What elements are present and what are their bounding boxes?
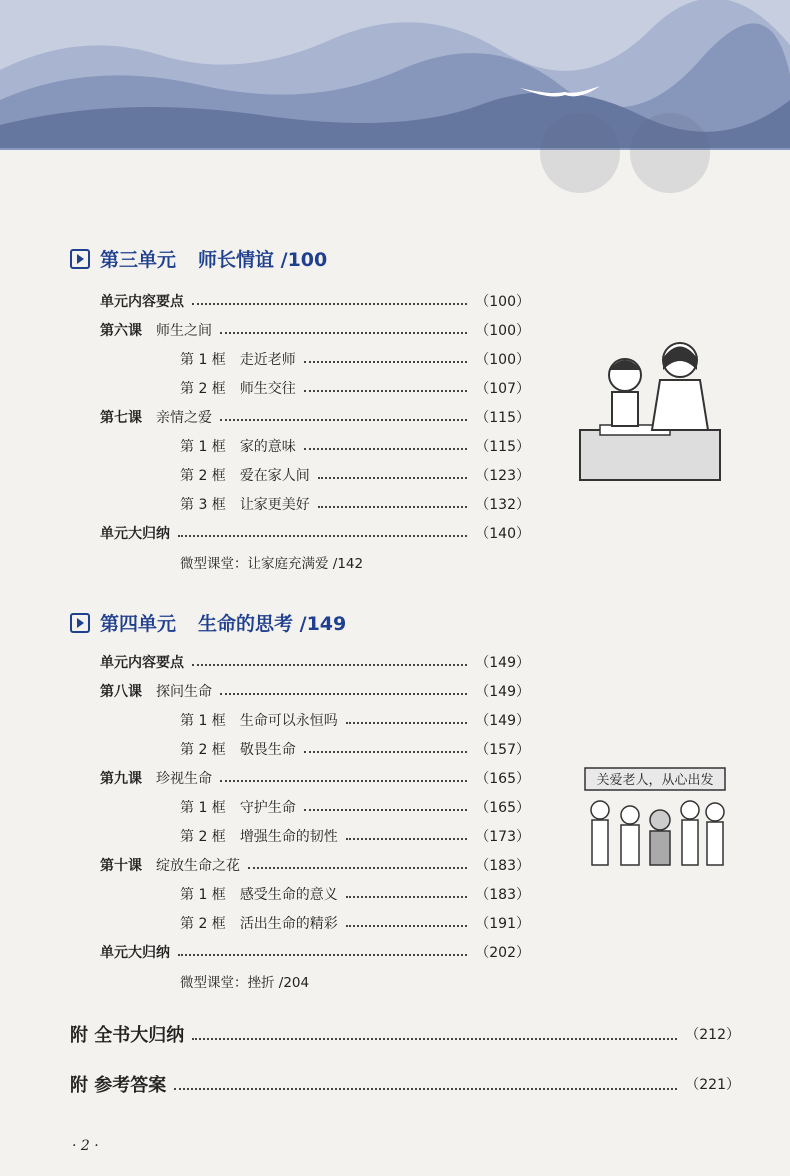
toc-row-lesson9-frame2[interactable]: 第 2 框 增强生命的韧性 （173） xyxy=(180,829,530,845)
unit4-heading[interactable] xyxy=(70,609,346,636)
teacher-student-illustration xyxy=(570,330,730,494)
unit3-heading[interactable] xyxy=(70,245,327,272)
toc-row-lesson8[interactable]: 第八课 探问生命 （149） xyxy=(100,684,530,700)
toc-row-unit4-points[interactable]: 单元内容要点 （149） xyxy=(100,655,530,671)
toc-row-unit4-summary[interactable]: 单元大归纳 （202） xyxy=(100,945,530,961)
arrow-icon xyxy=(70,249,90,269)
toc-row-lesson10-frame1[interactable]: 第 1 框 感受生命的意义 （183） xyxy=(180,887,530,903)
appendix-answers-row[interactable] xyxy=(70,1071,740,1097)
appendix-answers-page: （221） xyxy=(685,1077,740,1093)
toc-row-lesson7-frame3[interactable]: 第 3 框 让家更美好 （132） xyxy=(180,497,530,513)
unit3-micro-class[interactable]: 微型课堂：让家庭充满爱 /142 xyxy=(180,556,364,572)
appendix-summary-label: 附 全书大归纳 xyxy=(70,1025,185,1046)
toc-row-lesson10-frame2[interactable]: 第 2 框 活出生命的精彩 （191） xyxy=(180,916,530,932)
toc-row-lesson7-frame2[interactable]: 第 2 框 爱在家人间 （123） xyxy=(180,468,530,484)
appendix-answers-label: 附 参考答案 xyxy=(70,1075,167,1096)
appendix-summary-row[interactable] xyxy=(70,1021,740,1047)
toc-row-lesson6-frame2[interactable]: 第 2 框 师生交往 （107） xyxy=(180,381,530,397)
toc-row-lesson9-frame1[interactable]: 第 1 框 守护生命 （165） xyxy=(180,800,530,816)
background-watermark xyxy=(520,108,720,202)
toc-row-lesson9[interactable]: 第九课 珍视生命 （165） xyxy=(100,771,530,787)
unit3-name: 师长情谊 /100 xyxy=(198,249,328,271)
elderly-care-illustration xyxy=(575,760,735,884)
unit4-name: 生命的思考 /149 xyxy=(198,613,347,635)
toc-row-lesson7-frame1[interactable]: 第 1 框 家的意味 （115） xyxy=(180,439,530,455)
page-number: · 2 · xyxy=(72,1138,99,1154)
toc-row-unit3-points[interactable]: 单元内容要点 （100） xyxy=(100,294,530,310)
toc-row-unit3-summary[interactable]: 单元大归纳 （140） xyxy=(100,526,530,542)
toc-row-lesson10[interactable]: 第十课 绽放生命之花 （183） xyxy=(100,858,530,874)
unit4-title: 第四单元 xyxy=(100,613,177,635)
unit4-micro-class[interactable]: 微型课堂：挫折 /204 xyxy=(180,975,310,991)
unit3-title: 第三单元 xyxy=(100,249,177,271)
toc-row-lesson8-frame1[interactable]: 第 1 框 生命可以永恒吗 （149） xyxy=(180,713,530,729)
arrow-icon xyxy=(70,613,90,633)
toc-row-lesson6-frame1[interactable]: 第 1 框 走近老师 （100） xyxy=(180,352,530,368)
appendix-summary-page: （212） xyxy=(685,1027,740,1043)
toc-row-lesson8-frame2[interactable]: 第 2 框 敬畏生命 （157） xyxy=(180,742,530,758)
toc-row-lesson7[interactable]: 第七课 亲情之爱 （115） xyxy=(100,410,530,426)
toc-row-lesson6[interactable]: 第六课 师生之间 （100） xyxy=(100,323,530,339)
illustration-caption: 关爱老人，从心出发 xyxy=(596,772,714,787)
